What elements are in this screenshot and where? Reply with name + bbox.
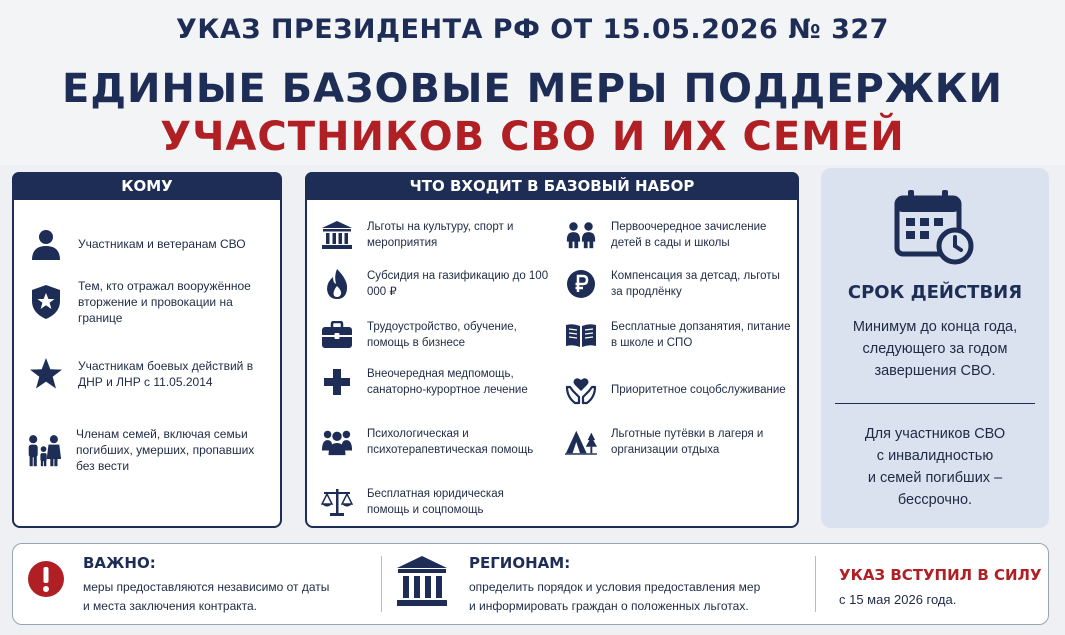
- set-item-text: Субсидия на газификацию до 100 000 ₽: [367, 270, 549, 298]
- set-item-text: Психологическая и психотерапевтическая помощь: [367, 428, 534, 456]
- set-item-text: Компенсация за детсад, льготы за продлёнку: [611, 270, 780, 298]
- briefcase-icon: [321, 319, 353, 351]
- bottom-panel: [12, 543, 1049, 625]
- who-item-text: Участникам и ветеранам СВО: [78, 237, 246, 251]
- who-item-text: Тем, кто отражал вооружённое вторжение и провокации на границе: [78, 279, 251, 325]
- basic-set-panel: [305, 172, 799, 528]
- divider: [815, 556, 816, 612]
- term-text-general: Минимум до конца года, следующего за годом завершения СВО.: [852, 319, 1018, 379]
- museum-icon: [321, 219, 353, 251]
- set-item: [565, 426, 793, 458]
- set-item-text: Внеочередная медпомощь, санаторно-курортное лечение: [367, 368, 528, 396]
- star-icon: [28, 356, 64, 392]
- scales-icon: [321, 486, 353, 518]
- who-item-text: Участникам боевых действий в ДНР и ЛНР с 11.05.2014: [78, 359, 254, 389]
- set-item: [565, 219, 793, 251]
- set-item: [321, 366, 549, 398]
- people-group-icon: [321, 426, 353, 458]
- set-item: [321, 268, 549, 300]
- tent-icon: [565, 426, 597, 458]
- who-item: [28, 278, 272, 326]
- children-icon: [565, 219, 597, 251]
- exclamation-icon: [27, 560, 65, 603]
- effective-text: с 15 мая 2026 года.: [839, 592, 957, 607]
- main-title: ЕДИНЫЕ БАЗОВЫЕ МЕРЫ ПОДДЕРЖКИ: [62, 66, 1003, 112]
- flame-icon: [321, 268, 353, 300]
- set-item-text: Первоочередное зачисление детей в сады и школы: [611, 221, 767, 249]
- calendar-icon: [893, 188, 977, 273]
- who-panel: [12, 172, 282, 528]
- effective-title: УКАЗ ВСТУПИЛ В СИЛУ: [839, 566, 1042, 584]
- set-item: [321, 426, 549, 458]
- set-item-text: Бесплатные допзанятия, питание в школе и СПО: [611, 321, 791, 349]
- set-item-text: Бесплатная юридическая помощь и соцпомощь: [367, 488, 504, 516]
- set-item-text: Льготы на культуру, спорт и мероприятия: [367, 221, 514, 249]
- heart-hands-icon: [565, 374, 597, 406]
- who-item-text: Членам семей, включая семьи погибших, умерших, пропавших без вести: [76, 427, 255, 473]
- term-panel: [821, 168, 1049, 528]
- basic-set-title: ЧТО ВХОДИТ В БАЗОВЫЙ НАБОР: [305, 172, 799, 200]
- set-item: [321, 486, 549, 518]
- regions-text: определить порядок и условия предоставления мер и информировать граждан о положенных льготах.: [469, 580, 761, 613]
- ruble-coin-icon: [565, 268, 597, 300]
- set-item: [321, 319, 549, 351]
- set-item: [565, 319, 793, 351]
- person-icon: [28, 226, 64, 262]
- important-title: ВАЖНО:: [83, 554, 156, 572]
- main-subtitle: УЧАСТНИКОВ СВО И ИХ СЕМЕЙ: [160, 114, 905, 160]
- term-text-indefinite: Для участников СВО с инвалидностью и семей погибших – бессрочно.: [864, 426, 1006, 508]
- divider: [381, 556, 382, 612]
- important-text: меры предоставляются независимо от даты и места заключения контракта.: [83, 580, 330, 613]
- government-building-icon: [395, 554, 449, 615]
- shield-star-icon: [28, 284, 64, 320]
- regions-title: РЕГИОНАМ:: [469, 554, 571, 572]
- set-item: [565, 374, 793, 406]
- set-item: [565, 268, 793, 300]
- divider: [835, 403, 1035, 404]
- who-panel-title: КОМУ: [12, 172, 282, 200]
- family-icon: [26, 432, 62, 468]
- set-item-text: Трудоустройство, обучение, помощь в бизнесе: [367, 321, 517, 349]
- term-title: СРОК ДЕЙСТВИЯ: [847, 282, 1023, 303]
- set-item-text: Льготные путёвки в лагеря и организации отдыха: [611, 428, 764, 456]
- who-item: [28, 356, 268, 392]
- medical-cross-icon: [321, 366, 353, 398]
- set-item: [321, 219, 549, 251]
- open-book-icon: [565, 319, 597, 351]
- who-item: [26, 426, 272, 474]
- who-item: [28, 226, 268, 262]
- decree-title: УКАЗ ПРЕЗИДЕНТА РФ ОТ 15.05.2026 № 327: [176, 14, 889, 45]
- set-item-text: Приоритетное соцобслуживание: [611, 384, 786, 396]
